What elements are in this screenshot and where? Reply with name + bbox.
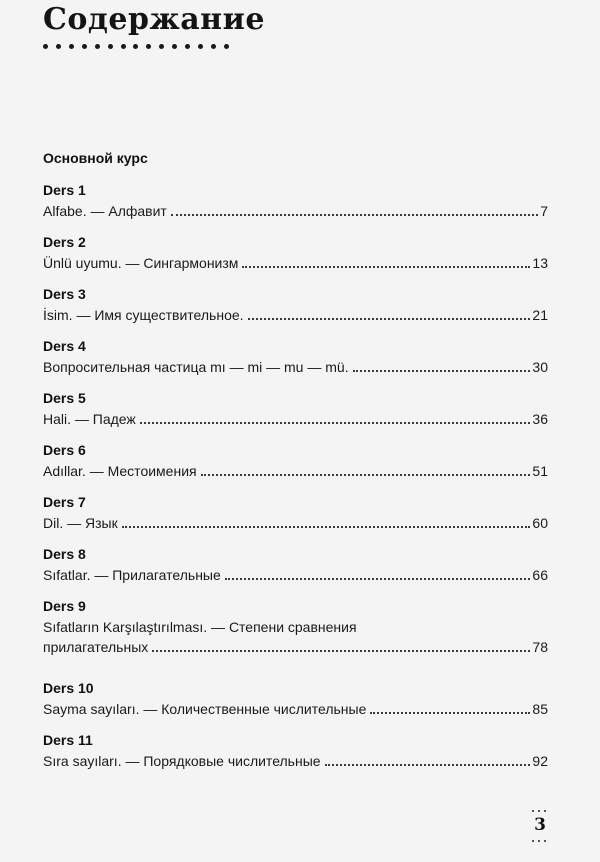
lesson-label: Ders 11 [43,732,93,748]
dot-leader [171,214,538,216]
dot-leader [242,266,530,268]
entry-page-number: 60 [532,515,548,531]
lesson-label: Ders 6 [43,442,86,458]
dot-leader [370,712,530,714]
entry-page-number: 36 [532,411,548,427]
entry-title: İsim. — Имя существительное. [43,307,244,323]
entry-line [43,699,548,719]
entry-title: Sıfatlar. — Прилагательные [43,567,221,583]
dot-leader [201,474,531,476]
lesson-label: Ders 2 [43,234,86,250]
toc-entry-ders-5[interactable] [43,389,548,441]
entry-title: Sıra sayıları. — Порядковые числительные [43,753,321,769]
dot-leader [140,422,531,424]
toc-entry-ders-6[interactable] [43,441,548,493]
entry-title: Вопросительная частица mı — mi — mu — mü. [43,359,349,375]
entry-page-number: 7 [540,203,548,219]
toc-entry-ders-3[interactable] [43,285,548,337]
toc-entry-ders-9[interactable] [43,597,548,679]
toc-entry-ders-8[interactable] [43,545,548,597]
entry-title: Ünlü uyumu. — Сингармонизм [43,255,239,271]
toc-entry-ders-1[interactable] [43,181,548,233]
lesson-label: Ders 9 [43,598,86,614]
toc-entry-ders-10[interactable] [43,679,548,731]
page-number: 3 [534,815,546,835]
entry-page-number: 13 [532,255,548,271]
entry-page-number: 78 [532,639,548,655]
toc-entry-ders-4[interactable] [43,337,548,389]
lesson-label: Ders 5 [43,390,86,406]
lesson-label: Ders 10 [43,680,94,696]
entry-line [43,201,548,221]
entry-title: Alfabe. — Алфавит [43,203,167,219]
title-dotted-underline [43,44,229,50]
entry-line [43,751,548,771]
page-title: Содержание [43,2,265,37]
entry-page-number: 66 [532,567,548,583]
dot-leader [152,650,530,652]
dot-leader [248,318,531,320]
entry-line [43,513,548,533]
toc-entry-ders-7[interactable] [43,493,548,545]
lesson-label: Ders 3 [43,286,86,302]
entry-title: Sayma sayıları. — Количественные числительные [43,701,367,717]
entry-page-number: 21 [532,307,548,323]
toc-entry-ders-11[interactable] [43,731,548,783]
entry-line [43,637,548,657]
entry-line [43,461,548,481]
entry-line [43,305,548,325]
entry-title: Dil. — Язык [43,515,118,531]
entry-title-second-line: прилагательных [43,639,149,655]
entry-line [43,357,548,377]
entry-title-first-line: Sıfatların Karşılaştırılması. — Степени сравнения [43,619,357,635]
lesson-label: Ders 7 [43,494,86,510]
entry-line [43,409,548,429]
entry-title: Hali. — Падеж [43,411,136,427]
dot-leader [225,578,531,580]
entry-line [43,253,548,273]
entry-line [43,565,548,585]
entry-page-number: 92 [532,753,548,769]
entry-page-number: 51 [532,463,548,479]
lesson-label: Ders 1 [43,182,86,198]
dot-leader [122,526,531,528]
entry-page-number: 30 [532,359,548,375]
entry-page-number: 85 [532,701,548,717]
lesson-label: Ders 4 [43,338,86,354]
lesson-label: Ders 8 [43,546,86,562]
table-of-contents [43,181,548,783]
toc-entry-ders-2[interactable] [43,233,548,285]
page-number-dots-bottom [532,840,546,843]
page-number-dots-top [532,810,546,813]
section-heading: Основной курс [43,150,148,166]
dot-leader [353,370,531,372]
entry-title: Adıllar. — Местоимения [43,463,197,479]
dot-leader [325,764,531,766]
